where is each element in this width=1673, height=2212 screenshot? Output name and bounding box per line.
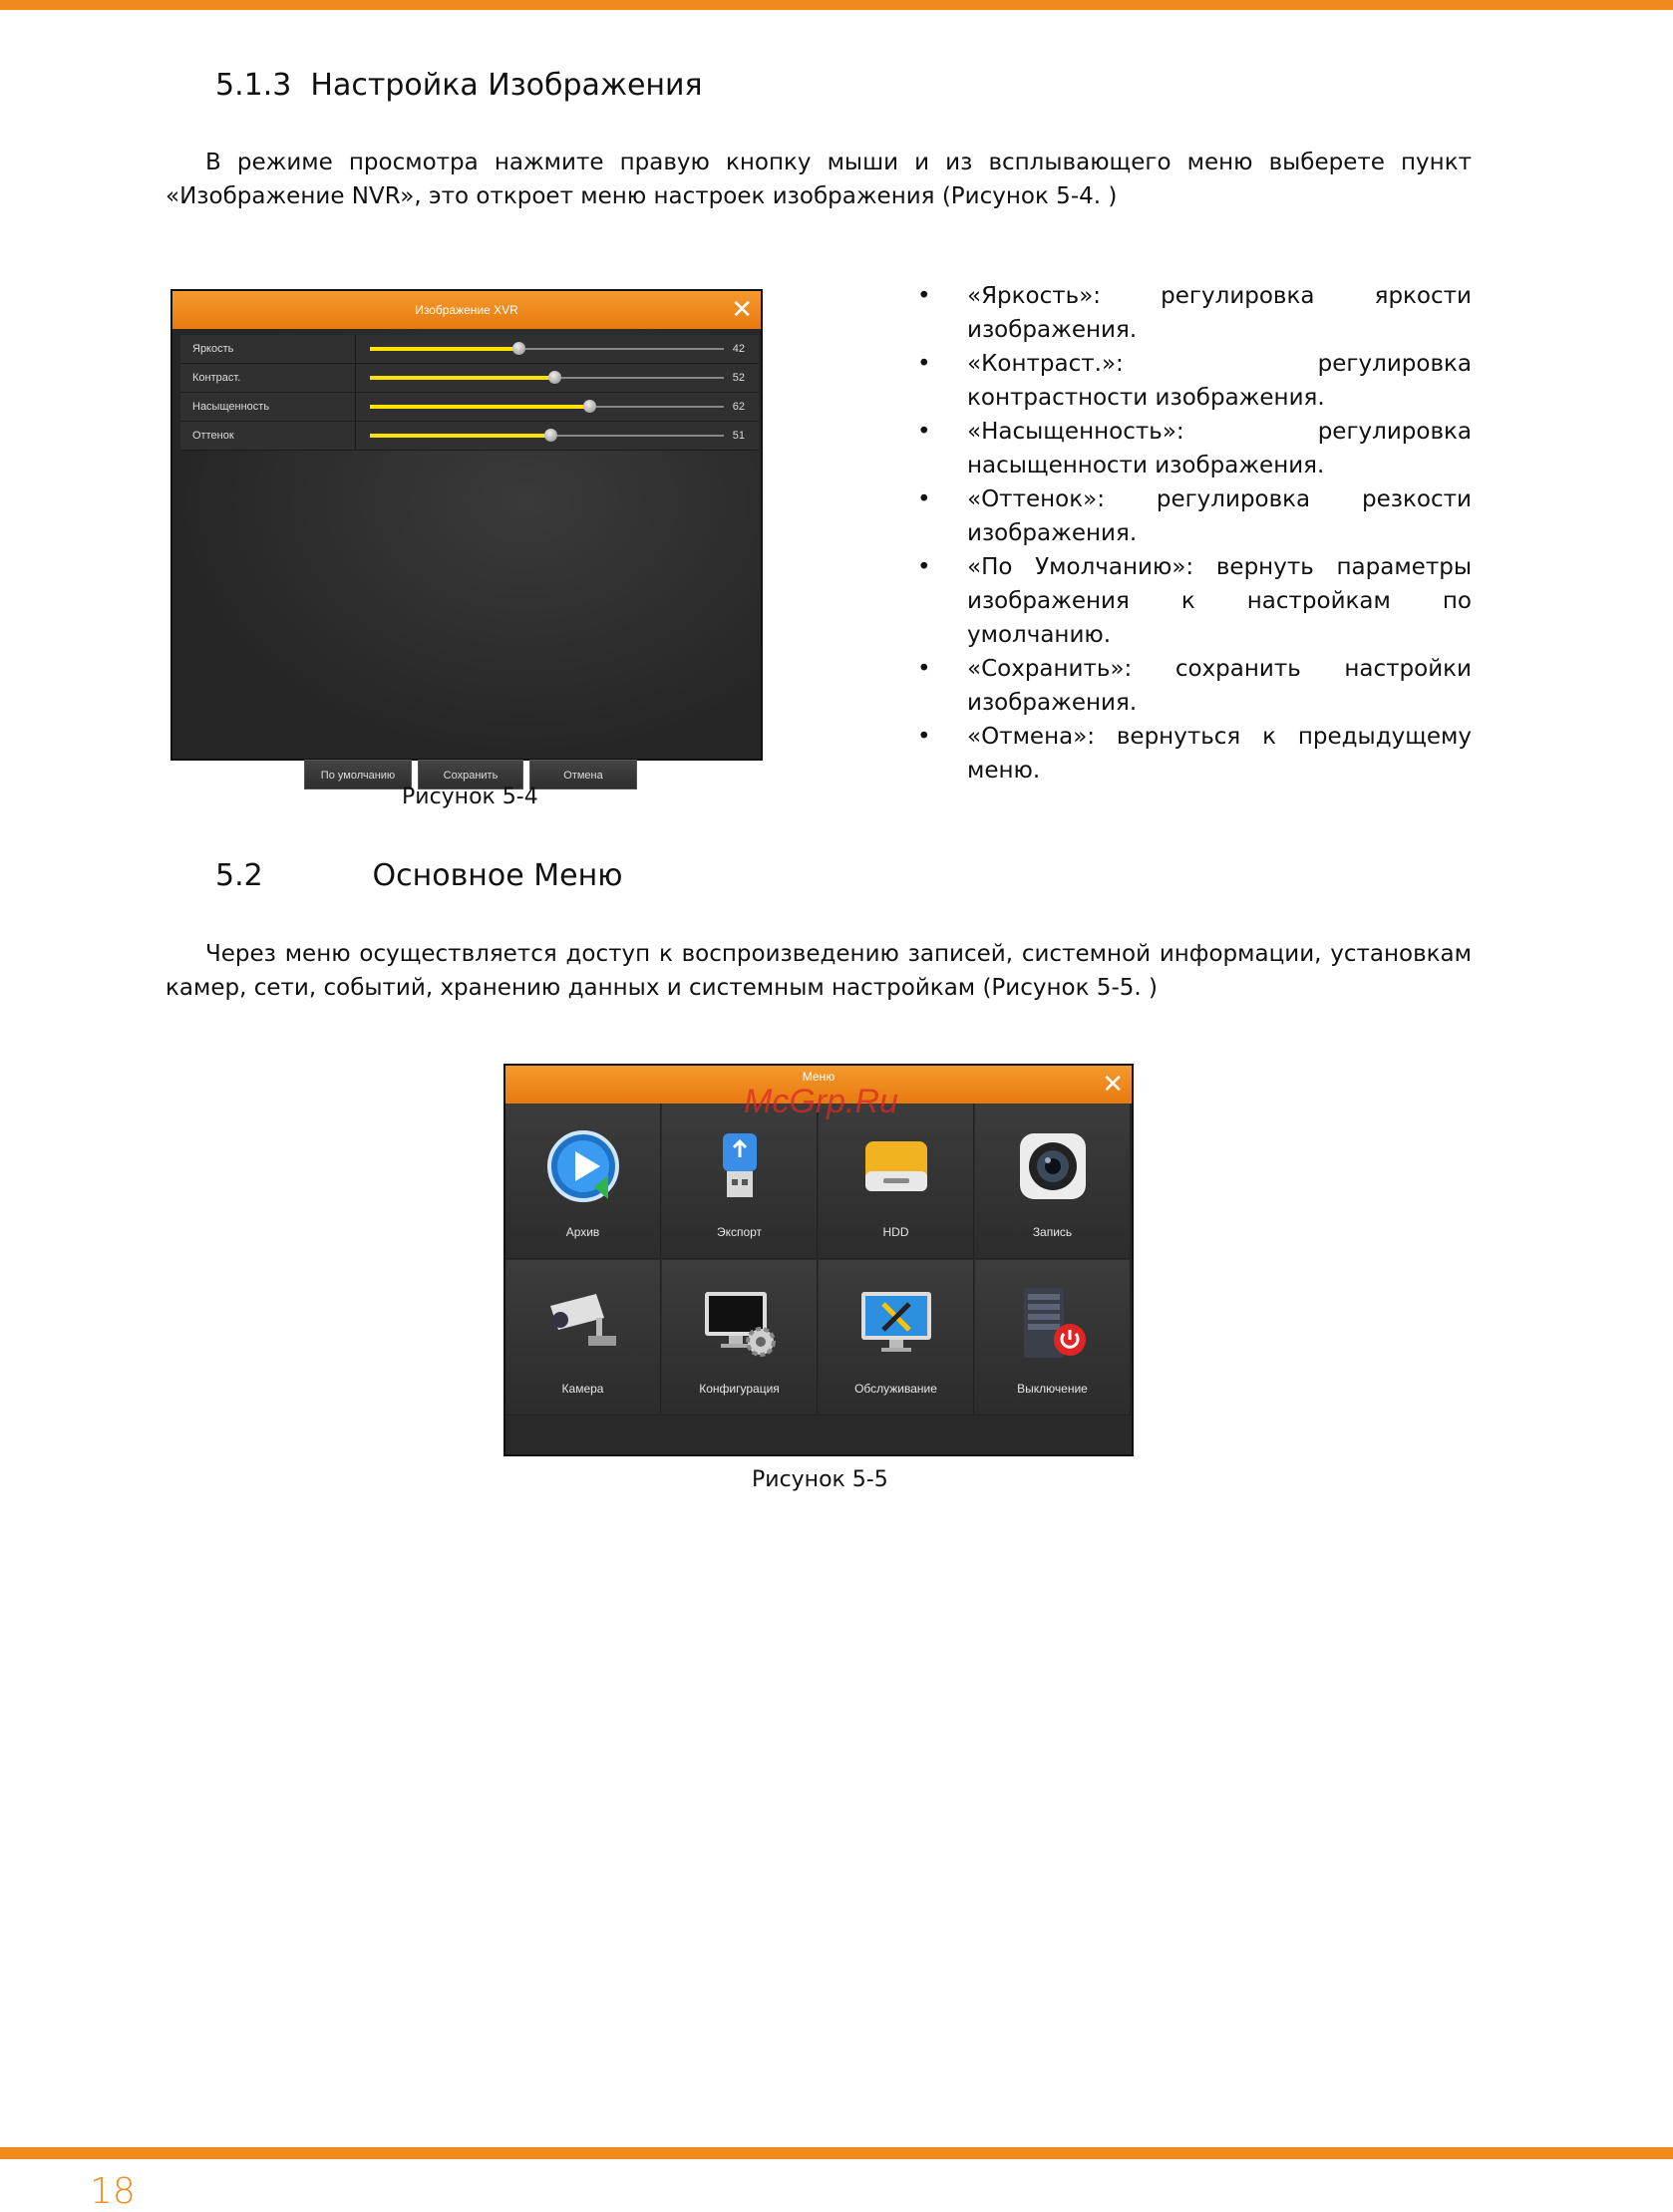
menu-footer: [505, 1417, 1132, 1452]
menu-tile-maintenance[interactable]: [819, 1260, 974, 1416]
slider-row-contrast: [180, 364, 759, 393]
slider-fill: [370, 434, 550, 438]
section-heading-513: [215, 68, 703, 103]
divider: [355, 364, 356, 392]
slider-value: 62: [732, 401, 745, 413]
section-number: 5.2: [215, 858, 263, 893]
tile-label: HDD: [882, 1225, 909, 1239]
intro-paragraph: В режиме просмотра нажмите правую кнопку мыши и из всплывающего меню выберете пункт «Изображение NVR», это откроет меню настроек изображения (Рисунок 5-4. ): [166, 150, 1472, 209]
menu-tile-shutdown[interactable]: [975, 1260, 1131, 1416]
monitor-gear-icon: [701, 1284, 779, 1362]
slider-track[interactable]: [370, 406, 724, 408]
slider-row-saturation: [180, 393, 759, 422]
tile-label: Архив: [565, 1225, 600, 1239]
menu-tile-camera[interactable]: [505, 1260, 661, 1416]
tile-label: Обслуживание: [854, 1382, 937, 1396]
menu-paragraph: Через меню осуществляется доступ к воспроизведению записей, системной информации, установкам камер, сети, событий, хранению данных и системным настройкам (Рисунок 5-5. ): [166, 941, 1472, 1001]
cancel-button[interactable]: Отмена: [529, 760, 637, 790]
hdd-icon: [857, 1127, 935, 1205]
menu-tile-record[interactable]: [975, 1104, 1131, 1259]
page-number: 18: [90, 2171, 136, 2212]
save-button[interactable]: Сохранить: [418, 760, 523, 790]
dialog-title: Изображение XVR: [415, 303, 518, 317]
bullet-item: • «Сохранить»: сохранить настройки изображения.: [917, 652, 1472, 720]
slider-handle[interactable]: [512, 342, 525, 355]
divider: [355, 393, 356, 421]
slider-row-brightness: [180, 335, 759, 364]
slider-label: Яркость: [192, 343, 234, 355]
image-settings-dialog: [170, 289, 763, 782]
section-title: Основное Меню: [372, 858, 623, 893]
usb-drive-icon: [701, 1127, 779, 1205]
slider-fill: [370, 376, 554, 380]
settings-bullet-list: [917, 279, 1472, 788]
slider-track[interactable]: [370, 377, 724, 379]
camera-lens-icon: [1014, 1127, 1092, 1205]
menu-tile-hdd[interactable]: [819, 1104, 974, 1259]
dialog-title: Меню: [802, 1070, 836, 1084]
menu-tile-archive[interactable]: [505, 1104, 661, 1259]
slider-value: 42: [732, 343, 745, 355]
slider-fill: [370, 405, 589, 409]
server-power-icon: [1014, 1284, 1092, 1362]
slider-label: Оттенок: [192, 430, 234, 442]
figure-caption-5-5: Рисунок 5-5: [752, 1467, 888, 1492]
dialog-body: [172, 329, 761, 782]
slider-value: 52: [732, 372, 745, 384]
slider-track[interactable]: [370, 435, 724, 437]
slider-fill: [370, 347, 518, 351]
divider: [355, 422, 356, 450]
slider-handle[interactable]: [548, 371, 561, 384]
slider-track[interactable]: [370, 348, 724, 350]
bullet-item: • «Отмена»: вернуться к предыдущему меню.: [917, 720, 1472, 788]
close-icon[interactable]: ✕: [731, 294, 753, 324]
watermark-text: McGrp.Ru: [744, 1083, 898, 1120]
main-menu-dialog: [503, 1064, 1134, 1456]
divider: [355, 335, 356, 363]
menu-grid: [505, 1104, 1132, 1417]
cctv-camera-icon: [544, 1284, 622, 1362]
menu-tile-config[interactable]: [662, 1260, 818, 1416]
play-archive-icon: [544, 1127, 622, 1205]
default-button[interactable]: По умолчанию: [304, 760, 412, 790]
tile-label: Выключение: [1017, 1382, 1088, 1396]
slider-label: Контраст.: [192, 372, 241, 384]
bullet-item: • «Яркость»: регулировка яркости изображения.: [917, 279, 1472, 347]
tile-label: Конфигурация: [699, 1382, 780, 1396]
dialog-titlebar: [172, 291, 761, 329]
tile-label: Камера: [561, 1382, 604, 1396]
section-number: 5.1.3: [215, 68, 292, 103]
menu-tile-export[interactable]: [662, 1104, 818, 1259]
slider-label: Насыщенность: [192, 401, 270, 413]
tile-label: Запись: [1032, 1225, 1073, 1239]
section-title: Настройка Изображения: [310, 68, 703, 103]
figure-caption-5-4: Рисунок 5-4: [402, 785, 538, 809]
tile-label: Экспорт: [716, 1225, 763, 1239]
section-heading-52: [215, 858, 622, 893]
bullet-item: • «Оттенок»: регулировка резкости изображения.: [917, 482, 1472, 550]
bullet-item: • «По Умолчанию»: вернуть параметры изображения к настройкам по умолчанию.: [917, 550, 1472, 652]
slider-handle[interactable]: [583, 400, 596, 413]
bottom-accent-bar: [0, 2147, 1673, 2159]
bullet-item: • «Насыщенность»: регулировка насыщенности изображения.: [917, 415, 1472, 482]
slider-row-hue: [180, 422, 759, 451]
close-icon[interactable]: ✕: [1102, 1069, 1124, 1099]
slider-handle[interactable]: [544, 429, 557, 442]
top-accent-bar: [0, 0, 1673, 10]
bullet-item: • «Контраст.»: регулировка контрастности изображения.: [917, 347, 1472, 415]
monitor-tools-icon: [857, 1284, 935, 1362]
slider-value: 51: [732, 430, 745, 442]
